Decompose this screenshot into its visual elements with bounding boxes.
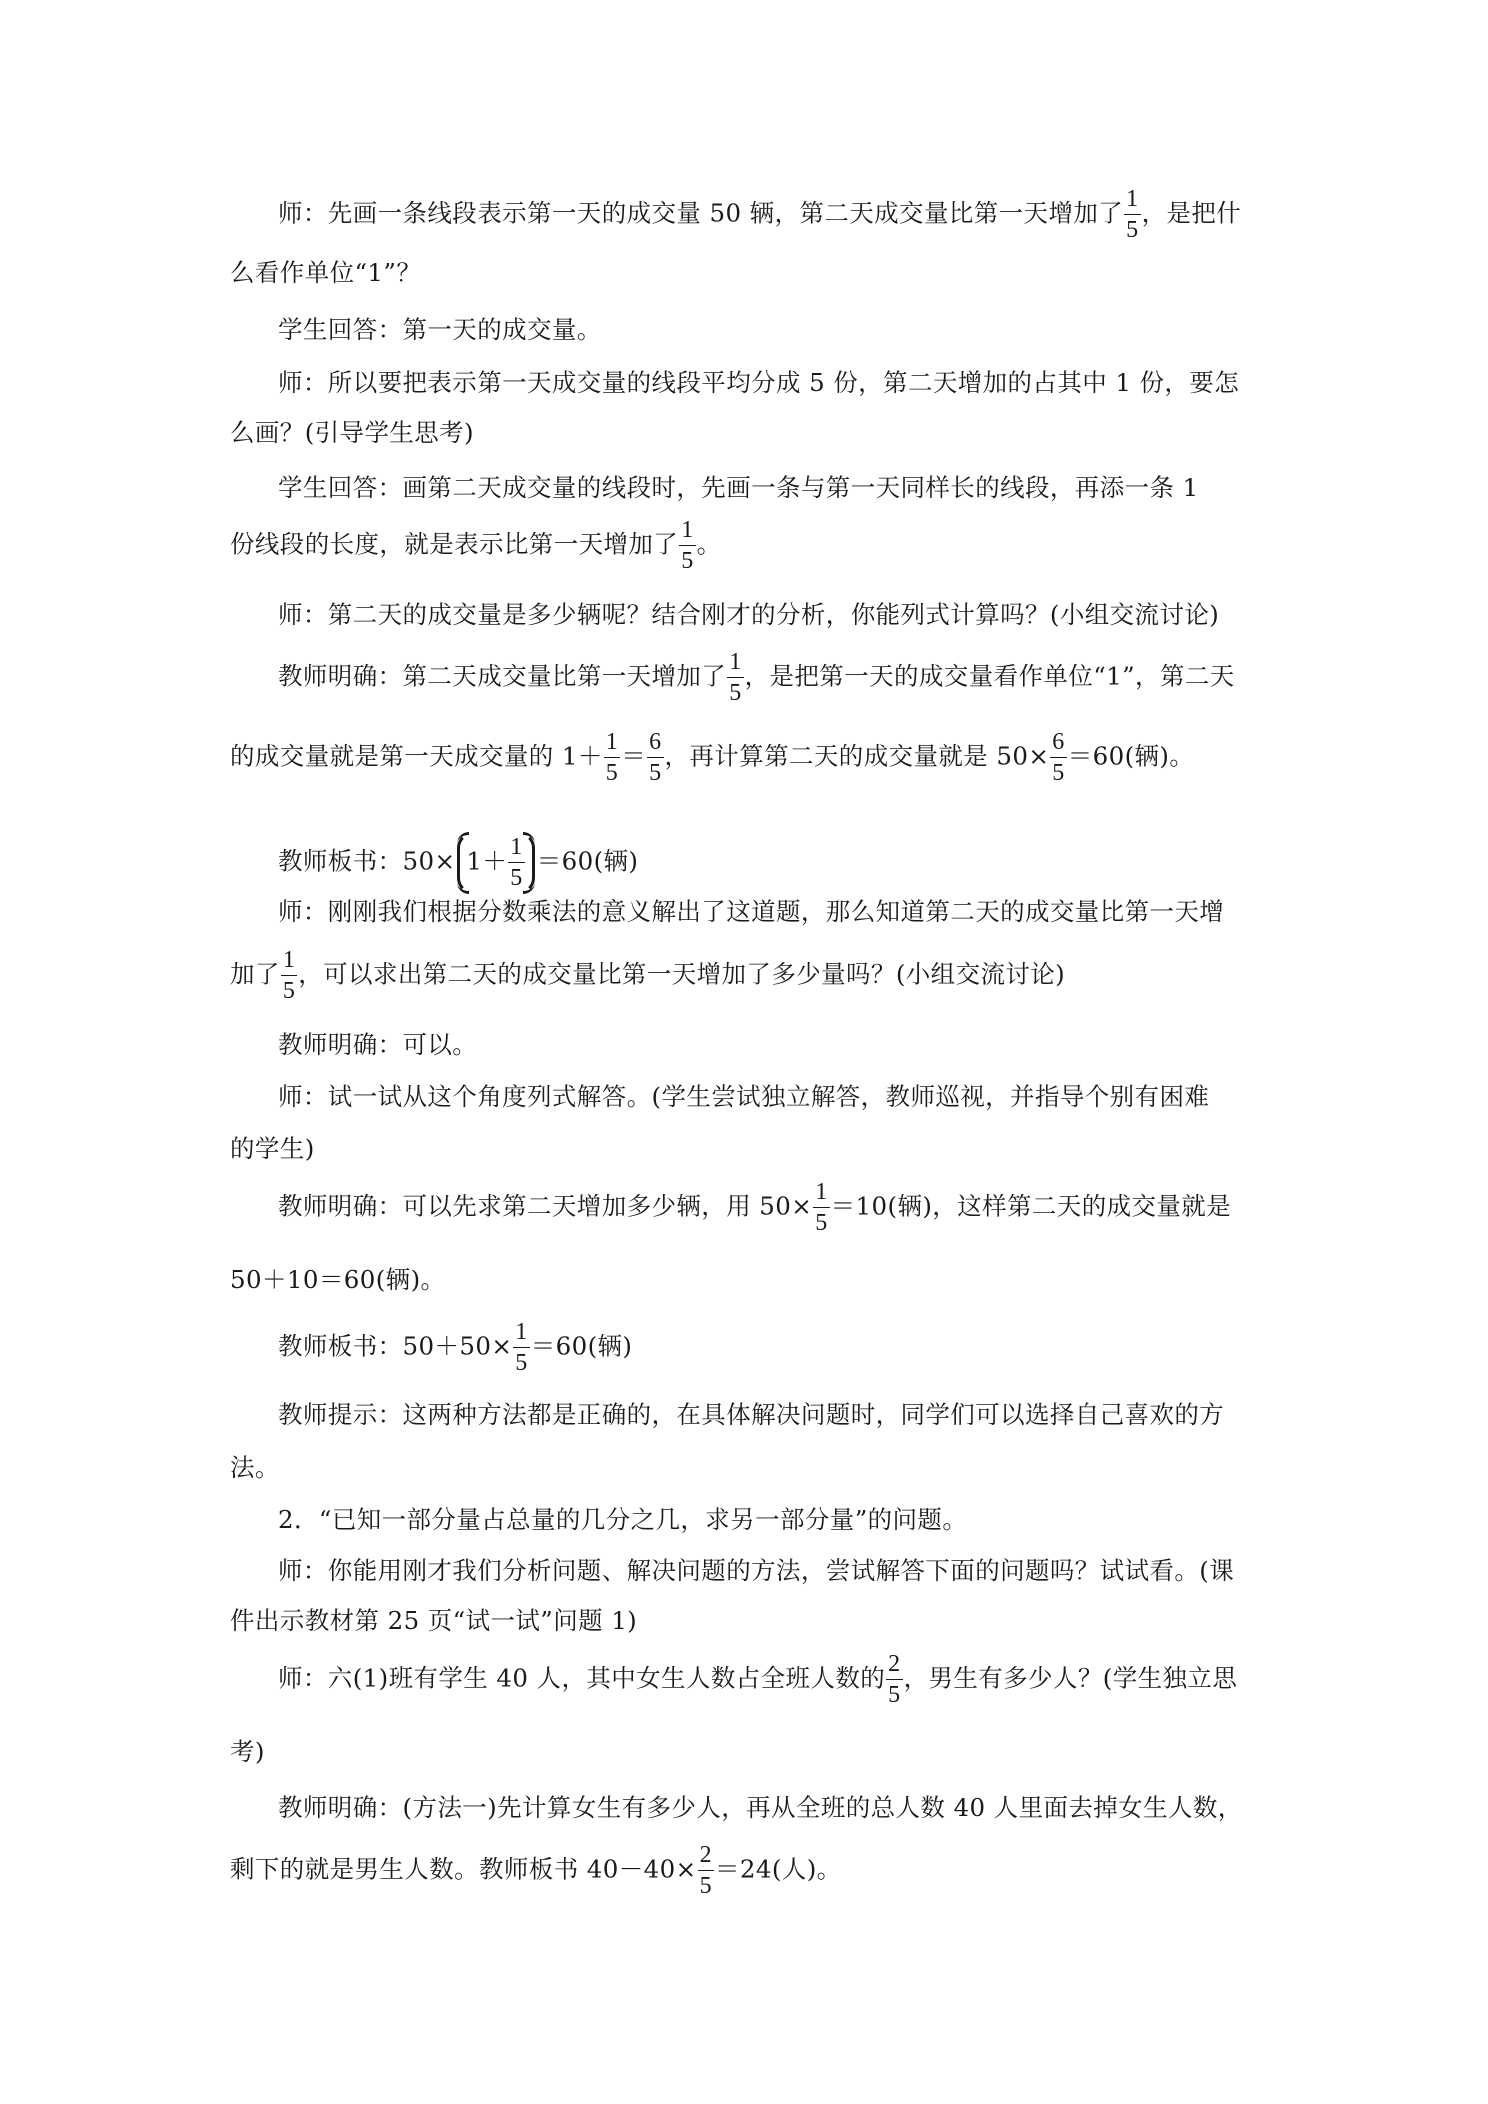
parenthesis-group bbox=[457, 832, 534, 894]
paragraph-17 bbox=[278, 1793, 1270, 1822]
numerator: 6 bbox=[1052, 729, 1065, 755]
denominator: 5 bbox=[604, 757, 620, 786]
text: 么画？(引导学生思考) bbox=[230, 418, 475, 447]
numerator: 1 bbox=[510, 834, 523, 860]
denominator: 5 bbox=[813, 1207, 829, 1236]
numerator: 2 bbox=[888, 1651, 901, 1677]
text: 件出示教材第 25 页“试一试”问题 1) bbox=[230, 1606, 638, 1635]
paragraph-11 bbox=[278, 1180, 1270, 1236]
denominator: 5 bbox=[1124, 214, 1140, 243]
paragraph-11-cont bbox=[230, 1265, 1270, 1294]
text: 教师板书：50＋50× bbox=[278, 1331, 513, 1361]
text: 教师板书：50× bbox=[278, 846, 456, 876]
text: 师：所以要把表示第一天成交量的线段平均分成 5 份，第二天增加的占其中 1 份，要怎 bbox=[278, 368, 1240, 397]
paragraph-12 bbox=[278, 1320, 1270, 1376]
text: ＝ bbox=[621, 741, 647, 771]
text: 学生回答：第一天的成交量。 bbox=[278, 315, 602, 344]
paragraph-10 bbox=[278, 1082, 1270, 1111]
text: 师：试一试从这个角度列式解答。(学生尝试独立解答，教师巡视，并指导个别有困难 bbox=[278, 1082, 1210, 1111]
numerator: 1 bbox=[815, 1179, 828, 1205]
text: 教师明确：可以先求第二天增加多少辆，用 50× bbox=[278, 1191, 813, 1221]
text: 师：刚刚我们根据分数乘法的意义解出了这道题，那么知道第二天的成交量比第一天增 bbox=[278, 897, 1225, 926]
paragraph-9 bbox=[278, 1030, 1270, 1059]
text: ，是把什 bbox=[1141, 198, 1242, 228]
text: 。 bbox=[696, 529, 722, 559]
paragraph-7 bbox=[278, 832, 1270, 894]
text: 么看作单位“1”？ bbox=[230, 258, 422, 287]
fraction-one-fifth bbox=[679, 518, 695, 574]
text: 1＋ bbox=[466, 846, 508, 876]
fraction-one-fifth bbox=[513, 1320, 529, 1376]
paragraph-8-cont bbox=[230, 948, 1270, 1004]
paragraph-8 bbox=[278, 897, 1270, 926]
text: ，男生有多少人？(学生独立思 bbox=[903, 1663, 1238, 1693]
paragraph-6 bbox=[278, 650, 1270, 706]
text: 2．“已知一部分量占总量的几分之几，求另一部分量”的问题。 bbox=[278, 1505, 968, 1534]
fraction-one-fifth bbox=[508, 835, 524, 891]
denominator: 5 bbox=[727, 677, 743, 706]
text: 剩下的就是男生人数。教师板书 40－40× bbox=[230, 1854, 697, 1884]
fraction-one-fifth bbox=[604, 730, 620, 786]
paragraph-5 bbox=[278, 600, 1270, 629]
denominator: 5 bbox=[1050, 757, 1066, 786]
text: 师：你能用刚才我们分析问题、解决问题的方法，尝试解答下面的问题吗？试试看。(课 bbox=[278, 1556, 1235, 1585]
paragraph-2 bbox=[278, 315, 1270, 344]
paragraph-15-cont bbox=[230, 1606, 1270, 1635]
numerator: 2 bbox=[699, 1842, 712, 1868]
text: 学生回答：画第二天成交量的线段时，先画一条与第一天同样长的线段，再添一条 1 bbox=[278, 473, 1199, 502]
fraction-six-fifths bbox=[1050, 730, 1066, 786]
text: 的学生) bbox=[230, 1134, 315, 1163]
paragraph-3 bbox=[278, 368, 1270, 397]
text: 50＋10＝60(辆)。 bbox=[230, 1265, 446, 1294]
paragraph-4-cont bbox=[230, 518, 1270, 574]
paragraph-1 bbox=[278, 187, 1270, 243]
denominator: 5 bbox=[698, 1870, 714, 1899]
numerator: 1 bbox=[515, 1319, 528, 1345]
paragraph-15 bbox=[278, 1556, 1270, 1585]
text: ＝10(辆)，这样第二天的成交量就是 bbox=[830, 1191, 1232, 1221]
denominator: 5 bbox=[886, 1679, 902, 1708]
text: 加了 bbox=[230, 959, 280, 989]
text: ＝60(辆) bbox=[536, 846, 639, 876]
paragraph-4 bbox=[278, 473, 1270, 502]
denominator: 5 bbox=[508, 862, 524, 891]
paragraph-6-cont bbox=[230, 730, 1270, 786]
text: 师：六(1)班有学生 40 人，其中女生人数占全班人数的 bbox=[278, 1663, 886, 1693]
fraction-one-fifth bbox=[813, 1180, 829, 1236]
denominator: 5 bbox=[679, 545, 695, 574]
numerator: 1 bbox=[729, 649, 742, 675]
paragraph-3-cont bbox=[230, 418, 1270, 447]
text: 师：第二天的成交量是多少辆呢？结合刚才的分析，你能列式计算吗？(小组交流讨论) bbox=[278, 600, 1220, 629]
numerator: 1 bbox=[681, 517, 694, 543]
text: 份线段的长度，就是表示比第一天增加了 bbox=[230, 529, 679, 559]
text: ，再计算第二天的成交量就是 50× bbox=[664, 741, 1050, 771]
text: 的成交量就是第一天成交量的 1＋ bbox=[230, 741, 603, 771]
paragraph-16 bbox=[278, 1652, 1270, 1708]
denominator: 5 bbox=[281, 975, 297, 1004]
fraction-two-fifths bbox=[698, 1843, 714, 1899]
text: ，可以求出第二天的成交量比第一天增加了多少量吗？(小组交流讨论) bbox=[298, 959, 1066, 989]
fraction-one-fifth bbox=[1124, 187, 1140, 243]
denominator: 5 bbox=[647, 757, 663, 786]
fraction-two-fifths bbox=[886, 1652, 902, 1708]
fraction-six-fifths bbox=[647, 730, 663, 786]
numerator: 1 bbox=[605, 729, 619, 755]
text: ＝60(辆) bbox=[530, 1331, 633, 1361]
text: 教师明确：可以。 bbox=[278, 1030, 478, 1059]
text: 师：先画一条线段表示第一天的成交量 50 辆，第二天成交量比第一天增加了 bbox=[278, 198, 1124, 228]
numerator: 1 bbox=[282, 947, 296, 973]
text: 教师明确：(方法一)先计算女生有多少人，再从全班的总人数 40 人里面去掉女生人数， bbox=[278, 1793, 1243, 1822]
text: ，是把第一天的成交量看作单位“1”，第二天 bbox=[744, 661, 1235, 691]
paragraph-1-cont bbox=[230, 258, 1270, 287]
fraction-one-fifth bbox=[281, 948, 297, 1004]
numerator: 6 bbox=[649, 729, 662, 755]
text: 教师提示：这两种方法都是正确的，在具体解决问题时，同学们可以选择自己喜欢的方 bbox=[278, 1400, 1225, 1429]
text: 考) bbox=[230, 1737, 265, 1766]
paragraph-17-cont bbox=[230, 1843, 1270, 1899]
text: 教师明确：第二天成交量比第一天增加了 bbox=[278, 661, 727, 691]
text: ＝24(人)。 bbox=[714, 1854, 842, 1884]
paragraph-10-cont bbox=[230, 1134, 1270, 1163]
paragraph-16-cont bbox=[230, 1737, 1270, 1766]
denominator: 5 bbox=[513, 1347, 529, 1376]
numerator: 1 bbox=[1126, 186, 1139, 212]
paragraph-13 bbox=[278, 1400, 1270, 1429]
paragraph-13-cont bbox=[230, 1453, 1270, 1482]
fraction-one-fifth bbox=[727, 650, 743, 706]
text: 法。 bbox=[230, 1453, 280, 1482]
text: ＝60(辆)。 bbox=[1067, 741, 1195, 771]
paragraph-14 bbox=[278, 1505, 1270, 1534]
